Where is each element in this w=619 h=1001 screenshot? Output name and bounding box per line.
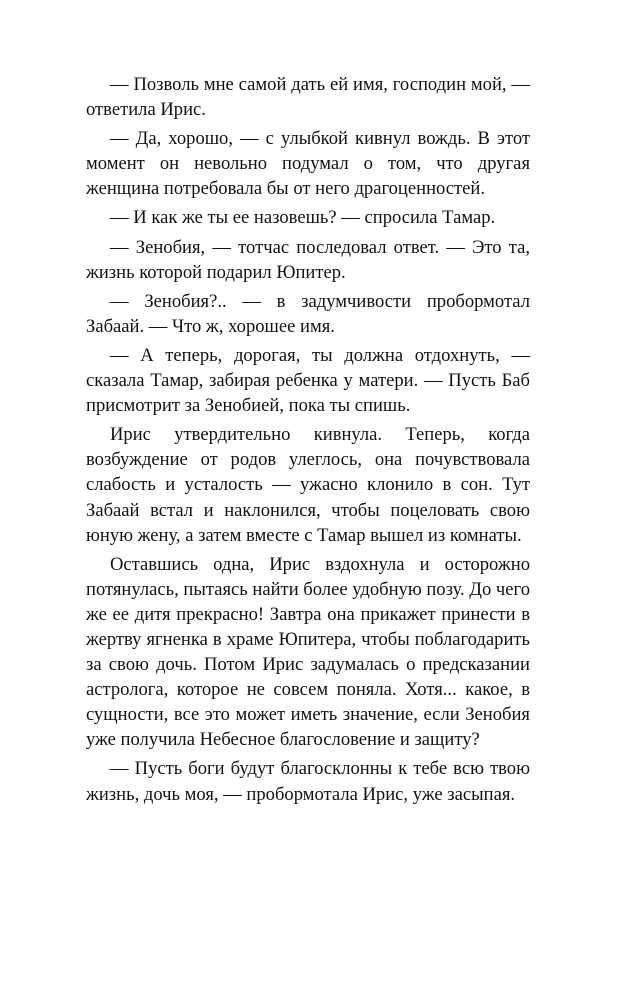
- paragraph-4: — Зенобия, — тотчас последовал ответ. — Это та, жизнь которой подарил Юпитер.: [86, 236, 530, 283]
- paragraph-9: — Пусть боги будут благосклонны к тебе всю твою жизнь, дочь моя, — пробормотала Ирис, уже засыпая.: [86, 758, 530, 805]
- paragraph-1: — Позволь мне самой дать ей имя, господин мой, — ответила Ирис.: [86, 74, 530, 121]
- body-text: [86, 72, 530, 807]
- paragraph-5: — Зенобия?.. — в задумчивости пробормотал Забаай. — Что ж, хорошее имя.: [86, 290, 530, 337]
- paragraph-6: — А теперь, дорогая, ты должна отдохнуть, — сказала Тамар, забирая ребенка у матери. — Пусть Баб присмотрит за Зенобией, пока ты спишь.: [86, 344, 530, 417]
- paragraph-2: — Да, хорошо, — с улыбкой кивнул вождь. В этот момент он невольно подумал о том, что другая женщина потребовала бы от него драгоценностей.: [86, 128, 530, 200]
- paragraph-7: Ирис утвердительно кивнула. Теперь, когда возбуждение от родов улеглось, она почувствовала слабость и усталость — ужасно клонило в сон. Тут Забаай встал и наклонился, чтобы поцеловать свою юную жену, а затем вместе с Тамар вышел из комнаты.: [86, 424, 530, 546]
- paragraph-3: — И как же ты ее назовешь? — спросила Тамар.: [110, 207, 496, 229]
- paragraph-8: Оставшись одна, Ирис вздохнула и осторожно потянулась, пытаясь найти более удобную позу. До чего же ее дитя прекрасно! Завтра она прикажет принести в жертву ягненка в храме Юпитера, чтобы поблагодарить за свою дочь. Потом Ирис задумалась о предсказании астролога, которое не совсем поняла. Хотя... какое, в сущности, все это может иметь значение, если Зенобия уже получила Небесное благословение и защиту?: [86, 553, 530, 751]
